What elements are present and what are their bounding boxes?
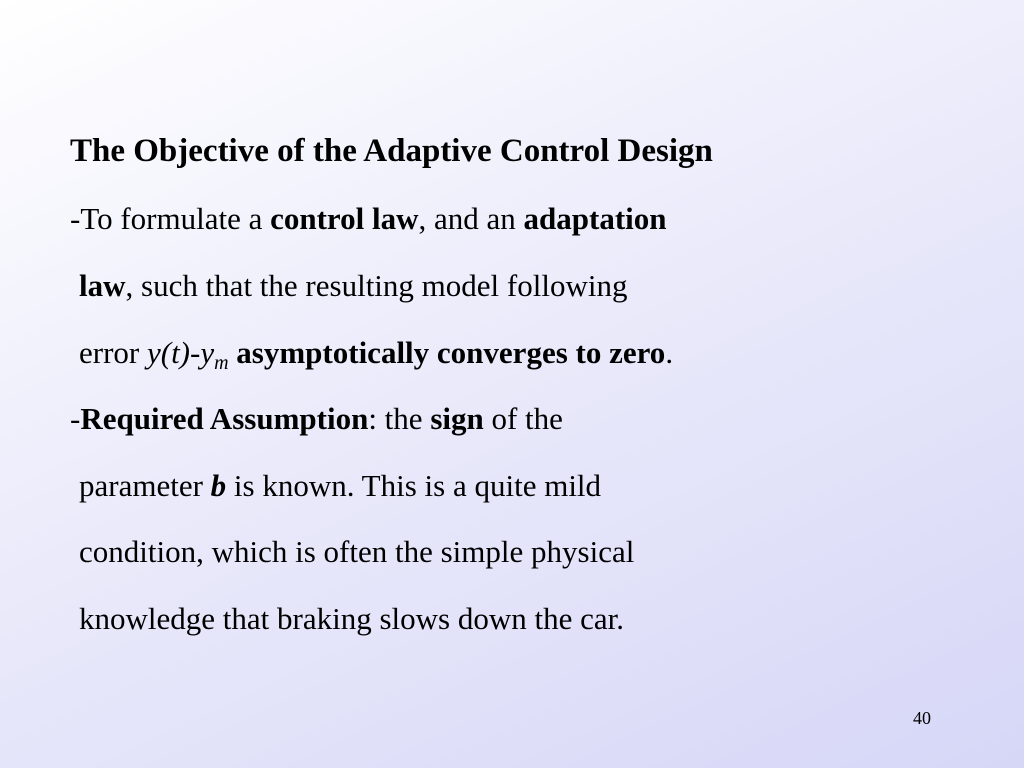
slide-title: The Objective of the Adaptive Control Design — [70, 133, 713, 169]
objective-line-3 — [79, 335, 674, 374]
error-expression-main: y(t)-y — [146, 335, 215, 370]
parameter-b: b — [210, 468, 227, 503]
assumption-line-1 — [70, 401, 563, 437]
text: . — [665, 335, 674, 370]
convergence-statement: asymptotically converges to zero — [236, 335, 666, 370]
page-number: 40 — [913, 708, 931, 728]
text: , and an — [418, 201, 524, 236]
sign-term: sign — [430, 401, 484, 436]
text: is known. This is a quite mild — [226, 468, 602, 503]
law-term: law — [79, 268, 126, 303]
assumption-line-4: knowledge that braking slows down the car. — [79, 601, 624, 636]
error-expression-subscript: m — [214, 352, 229, 374]
required-assumption-term: Required Assumption — [80, 401, 369, 436]
text: of the — [483, 401, 563, 436]
text: , such that the resulting model following — [125, 268, 628, 303]
assumption-line-2 — [79, 468, 601, 504]
text: : the — [368, 401, 431, 436]
text: -To formulate a — [70, 201, 271, 236]
text: error — [79, 335, 147, 370]
objective-line-2 — [79, 268, 627, 304]
text: - — [70, 401, 81, 436]
objective-line-1 — [70, 201, 667, 237]
control-law-term: control law — [270, 201, 419, 236]
assumption-line-3: condition, which is often the simple physical — [79, 534, 635, 569]
adaptation-term: adaptation — [523, 201, 667, 236]
text: parameter — [79, 468, 211, 503]
error-expression — [146, 335, 229, 374]
